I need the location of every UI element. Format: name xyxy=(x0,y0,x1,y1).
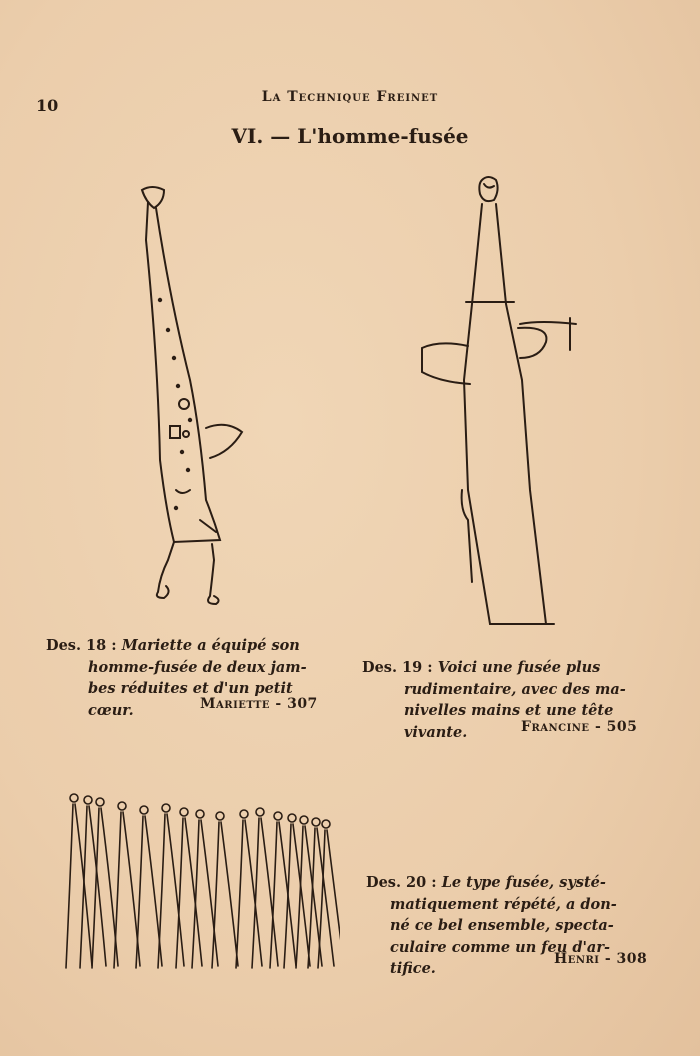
page-number: 10 xyxy=(36,96,59,115)
rocket-figure xyxy=(270,812,296,968)
running-head: La Technique Freinet xyxy=(261,89,439,105)
caption-number: Des. 20 : xyxy=(366,874,437,891)
rocket-figure xyxy=(92,798,118,968)
rocket-figure xyxy=(318,820,340,968)
drawing-rocket-19 xyxy=(410,170,590,640)
caption-line: matiquement répété, a don- xyxy=(390,895,617,913)
caption-line: vivante. xyxy=(404,723,468,741)
author-credit xyxy=(521,719,637,735)
caption-line: tifice. xyxy=(390,960,436,977)
rocket-figure xyxy=(136,806,162,968)
drawing-rocket-man-18 xyxy=(130,180,260,610)
caption-number: Des. 19 : xyxy=(362,659,433,676)
caption-line: nivelles mains et une tête xyxy=(404,702,614,719)
author-name: Francine xyxy=(521,719,590,735)
caption-line: culaire comme un feu d'ar- xyxy=(390,938,610,956)
rocket-figure xyxy=(114,802,140,968)
author-credit xyxy=(554,951,647,967)
rocket-figure xyxy=(66,794,92,968)
caption-line: homme-fusée de deux jam- xyxy=(88,658,307,676)
author-name: Henri xyxy=(554,951,600,967)
author-number: - 308 xyxy=(604,951,648,967)
rocket-figure xyxy=(308,818,334,968)
caption-number: Des. 18 : xyxy=(46,637,117,654)
caption-line: Voici une fusée plus xyxy=(437,659,601,676)
author-number: - 505 xyxy=(594,719,638,735)
chapter-title: VI. — L'homme-fusée xyxy=(231,124,469,148)
drawing-rocket-pattern-20 xyxy=(60,790,340,980)
caption-line: bes réduites et d'un petit xyxy=(88,680,293,697)
caption-line: rudimentaire, avec des ma- xyxy=(404,680,626,698)
author-number: - 307 xyxy=(275,696,318,712)
author-credit xyxy=(200,696,318,712)
caption-line: Mariette a équipé son xyxy=(121,637,300,654)
caption-line: cœur. xyxy=(88,701,134,719)
caption-line: Le type fusée, systé- xyxy=(441,874,606,891)
caption-line: né ce bel ensemble, specta- xyxy=(390,917,614,934)
author-name: Mariette xyxy=(200,696,271,712)
